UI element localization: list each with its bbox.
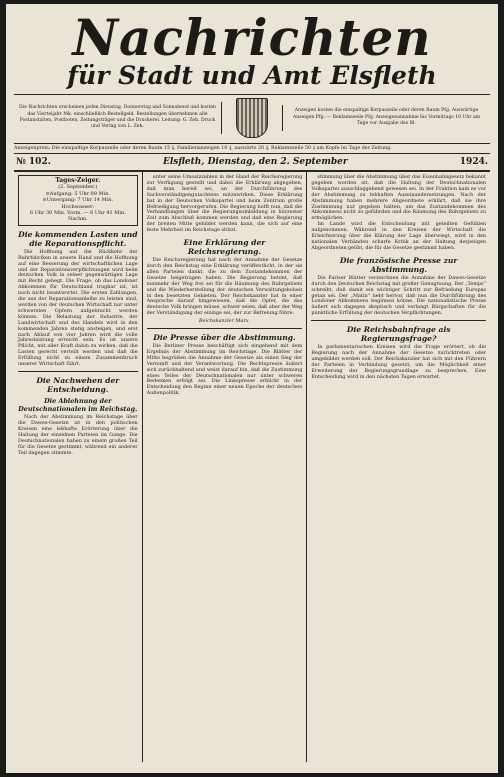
column-3 <box>306 172 490 762</box>
article-headline: Die kommenden Lasten und die Reparationspflicht. <box>18 229 138 248</box>
column-1 <box>14 172 142 762</box>
article-headline: Die Presse über die Abstimmung. <box>153 333 296 343</box>
article-headline: Die französische Presse zur Abstimmung. <box>339 255 458 274</box>
article-body: In parlamentarischen Kreisen wird die Frage erörtert, ob die Regierung nach der Annahme der Gesetze zurücktreten oder umgebildet werden soll. Der Reichskanzler hat sich mit den Führern der Parteien in Verbindung gesetzt, um die Möglichkeit einer Erweiterung der Regierungsgrundlage zu besprechen. Eine Entscheidung wird in den nächsten Tagen erwartet. <box>311 344 487 380</box>
newspaper-title: Nachrichten <box>72 8 432 67</box>
article-body: Die Reichsregierung hat nach der Annahme der Gesetze durch den Reichstag eine Erklärung veröffentlicht, in der sie allen Parteien dankt, die zu dem Zustandekommen der Gesetze beigetragen haben. Die Regierung betont, daß nunmehr der Weg frei sei für die Räumung des Ruhrgebiets und die Wiederherstellung der deutschen Verwaltungshoheit in den besetzten Gebieten. Der Reichskanzler hat in einer Ansprache darauf hingewiesen, daß die Opfer, die das deutsche Volk bringen müsse, schwer seien, daß aber der Weg der Verständigung der einzige sei, der zur Befreiung führe. <box>146 257 303 317</box>
divider <box>147 328 303 329</box>
daily-almanac-box <box>18 175 138 226</box>
article-subheadline: Die Ablehnung der Deutschnationalen im Reichstag. <box>18 396 138 413</box>
article-body: Die Hoffnung auf die Rückkehr der Ruhrfabriken in unsere Hand und die Hoffnung auf eine Besserung der wirtschaftlichen Lage und der Reparationsverpflichtungen wird beim deutschen Volk in seiner gegenwärtigen Lage mit Recht gehegt. Die Frage, ob das Londoner Abkommen für Deutschland tragbar ist, ist noch nicht beantwortet. Die ersten Zahlungen, die aus der Reparationsanleihe zu leisten sind, werden von der deutschen Wirtschaft nur unter schwersten Opfern aufgebracht werden können. Die Belastung der Industrie, der Landwirtschaft und des Handels wird in den kommenden Jahren stetig ansteigen, und erst nach Ablauf von vier Jahren wird die volle Jahresleistung erreicht sein. Es ist unsere Pflicht, mit aller Kraft dahin zu wirken, daß die Lasten gerecht verteilt werden und daß die Erfüllung nicht zu einem Zusammenbruch unserer Wirtschaft führt. <box>18 248 138 368</box>
almanac-line: (2. September.) <box>58 184 98 191</box>
publication-info-bar <box>14 94 490 141</box>
coat-of-arms-icon <box>236 98 268 138</box>
article-signature: Reichskanzler Marx. <box>198 318 251 325</box>
subscription-info: Die Nachrichten erscheinen jeden Dienstag, Donnerstag und Sonnabend und kosten das Vierteljahr Mk. einschließlich Bestellgeld. Bestellungen übernehmen alle Postanstalten, Postboten, Zeitungsträger und die Druckerei. Leitung: G. Zeh. Druck und Verlag von L. Zeh. <box>14 102 222 134</box>
article-body: Nach der Abstimmung im Reichstage über die Dawes-Gesetze ist in den politischen Kreisen eine lebhafte Erörterung über die Haltung der einzelnen Parteien im Gange. Die Deutschnationalen haben zu einem großen Teil für die Gesetze gestimmt, während ein anderer Teil dagegen stimmte. <box>18 414 138 456</box>
dateline <box>14 154 490 172</box>
article-body: Die Pariser Blätter verzeichnen die Annahme der Dawes-Gesetze durch den Deutschen Reichstag mit großer Genugtuung. Der „Temps“ schreibt, daß damit ein wichtiger Schritt zur Befriedung Europas getan sei. Der „Matin“ hebt hervor, daß nun die Durchführung des Londoner Abkommens beginnen könne. Die nationalistische Presse äußert sich dagegen skeptisch und verlangt Bürgschaften für die pünktliche Erfüllung der deutschen Verpflichtungen. <box>311 274 487 317</box>
article-body: Die Berliner Presse beschäftigt sich eingehend mit dem Ergebnis der Abstimmung im Reichstage. Die Blätter der Mitte begrüßen die Annahme der Gesetze als einen Sieg der Vernunft und der Verantwortung. Die Rechtspresse äußert sich zurückhaltend und weist darauf hin, daß die Zustimmung eines Teiles der Deutschnationalen nur unter schweren Bedenken erfolgt sei. Die Linkspresse erblickt in der Entscheidung den Beginn einer neuen Epoche der deutschen Außenpolitik. <box>146 343 303 397</box>
almanac-line: ⊙Untergang: 7 Uhr 14 Min. <box>42 197 114 204</box>
article-headline: Die Nachwehen der Entscheidung. <box>36 375 120 394</box>
article-headline: Eine Erklärung der Reichsregierung. <box>183 238 266 257</box>
almanac-line: ⊙Aufgang: 5 Uhr 09 Min. <box>45 190 111 197</box>
masthead <box>6 4 498 90</box>
article-columns <box>14 172 490 762</box>
column-2 <box>142 172 307 762</box>
issue-date: Elsfleth, Dienstag, den 2. September <box>163 157 348 167</box>
article-body: stimmung über die Abstimmung über das Eisenbahngesetz bekannt gegeben worden ist, daß die Haltung der Deutschnationalen Volkspartei ausschlaggebend gewesen sei. In der Fraktion kam es vor der Abstimmung zu lebhaften Auseinandersetzungen. Nach der Abstimmung haben mehrere Abgeordnete erklärt, daß sie ihre Zustimmung nur gegeben hätten, um das Zustandekommen des Abkommens nicht zu gefährden und die Räumung des Ruhrgebiets zu ermöglichen. <box>311 174 487 222</box>
divider <box>311 320 486 321</box>
divider <box>18 371 138 372</box>
almanac-line: 6 Uhr 30 Min. Vorm. — 6 Uhr 41 Min. Nachm. <box>29 210 126 223</box>
advertising-rates-line: Anzeigenpreis: Die einspaltige Korpuszeile oder deren Raum 15 ₰, Familienanzeigen 10 ₰, auswärts 20 ₰, Reklamezeile 50 ₰ am Kopfe im Tage der Zeitung. <box>14 143 490 154</box>
almanac-title: Tages-Zeiger. <box>55 177 101 184</box>
article-body: Im Lande wird die Entscheidung mit geteilten Gefühlen aufgenommen. Während in den Kreisen der Wirtschaft die Erleichterung über die Klärung der Lage überwiegt, wird in den nationalen Verbänden scharfe Kritik an der Haltung derjenigen Abgeordneten geübt, die für die Gesetze gestimmt haben. <box>311 221 487 251</box>
newspaper-subtitle: für Stadt und Amt Elsfleth <box>67 61 437 90</box>
article-body: unter seine Umsatzzahlen in der Hand der Reichsregierung zur Verfügung gestellt und dabei die Erklärung abgegeben, daß man bereit sei, an der Durchführung des Sachverständigengutachtens mitzuwirken. Diese Erklärung hat in der Deutschen Volkspartei und beim Zentrum große Befriedigung hervorgerufen. Die Regierung hofft nun, daß die Verhandlungen über die Regierungsumbildung in kürzester Zeit zum Abschluß kommen werden und daß eine Regierung der breiten Mitte gebildet werden kann, die sich auf eine feste Mehrheit im Reichstage stützt. <box>146 174 303 234</box>
advertising-info: Anzeigen kosten die einspaltige Korpuszeile oder deren Raum Pfg. Auswärtige Anzeigen Pfg. — Reklamezeile Pfg. Anzeigenannahme bis Vormittags 10 Uhr am Tage vor Ausgabe des Bl. <box>282 105 490 130</box>
newspaper-page <box>6 4 498 773</box>
issue-number: № 102. <box>16 157 51 167</box>
article-headline: Die Reichsbahnfrage als Regierungsfrage? <box>346 325 451 344</box>
almanac-line: Hochwasser: <box>61 203 95 210</box>
issue-year: 1924. <box>459 157 488 167</box>
